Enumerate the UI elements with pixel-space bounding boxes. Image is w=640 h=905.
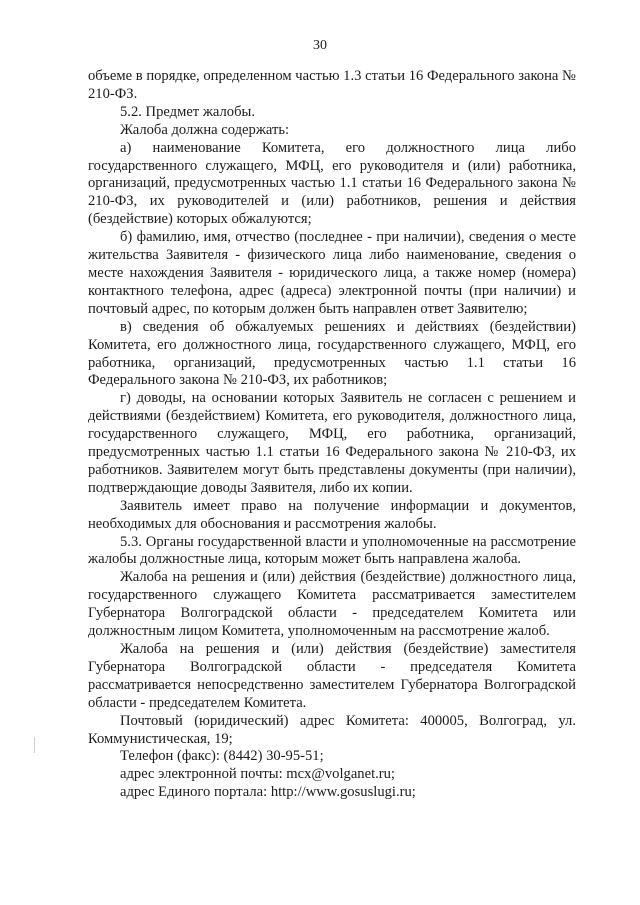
list-item-a: а) наименование Комитета, его должностного лица либо государственного служащего, МФЦ, его руководителя и (или) работника, организаций, предусмотренных частью 1.1 статьи 16 Федерального закона № 210-ФЗ, их руководителей и (или) работников, решения и действия (бездействие) которых обжалуются; [88,139,576,228]
paragraph-complaint-official: Жалоба на решения и (или) действия (бездействие) должностного лица, государственного служащего Комитета рассматривается заместителем Губернатора Волгоградской области - председателем Комитета или должностным лицом Комитета, уполномоченным на рассмотрение жалоб. [88,569,576,640]
page-number: 30 [313,38,327,53]
section-heading-5-2: 5.2. Предмет жалобы. [120,103,255,120]
section-heading-5-3: 5.3. Органы государственной власти и уполномоченные на рассмотрение жалобы должностные лица, которым может быть направлена жалоба. [88,533,576,568]
paragraph-complaint-deputy: Жалоба на решения и (или) действия (бездействие) заместителя Губернатора Волгоградской области - председателя Комитета рассматривается непосредственно заместителем Губернатора Волгоградской области - председателем Комитета. [88,641,576,711]
document-body [88,68,576,802]
paragraph-complaint-contents: Жалоба должна содержать: [120,121,290,138]
scan-margin-mark [34,737,35,753]
phone-fax: Телефон (факс): (8442) 30-95-51; [120,748,324,765]
postal-address: Почтовый (юридический) адрес Комитета: 400005, Волгоград, ул. Коммунистическая, 19; [88,712,576,747]
paragraph-continuation: объеме в порядке, определенном частью 1.3 статьи 16 Федерального закона № 210-ФЗ. [88,68,576,102]
list-item-v: в) сведения об обжалуемых решениях и действиях (бездействии) Комитета, его должностного лица, государственного служащего, МФЦ, его работника, организаций, предусмотренных частью 1.1 статьи 16 Федерального закона № 210-ФЗ, их работников; [88,318,576,389]
list-item-g: г) доводы, на основании которых Заявитель не согласен с решением и действиями (бездействием) Комитета, его руководителя, должностного лица, государственного служащего, МФЦ, его работника, организаций, предусмотренных частью 1.1 статьи 16 Федерального закона № 210-ФЗ, их работников. Заявителем могут быть представлены документы (при наличии), подтверждающие доводы Заявителя, либо их копии. [88,390,576,496]
paragraph-applicant-rights: Заявитель имеет право на получение информации и документов, необходимых для обоснования и рассмотрения жалобы. [88,497,576,532]
email-address: адрес электронной почты: mcx@volganet.ru; [120,766,395,783]
list-item-b: б) фамилию, имя, отчество (последнее - при наличии), сведения о месте жительства Заявителя - физического лица либо наименование, сведения о месте нахождения Заявителя - юридического лица, а также номер (номера) контактного телефона, адрес (адреса) электронной почты (при наличии) и почтовый адрес, по которым должен быть направлен ответ Заявителю; [88,229,576,317]
portal-address: адрес Единого портала: http://www.gosuslugi.ru; [120,784,416,801]
